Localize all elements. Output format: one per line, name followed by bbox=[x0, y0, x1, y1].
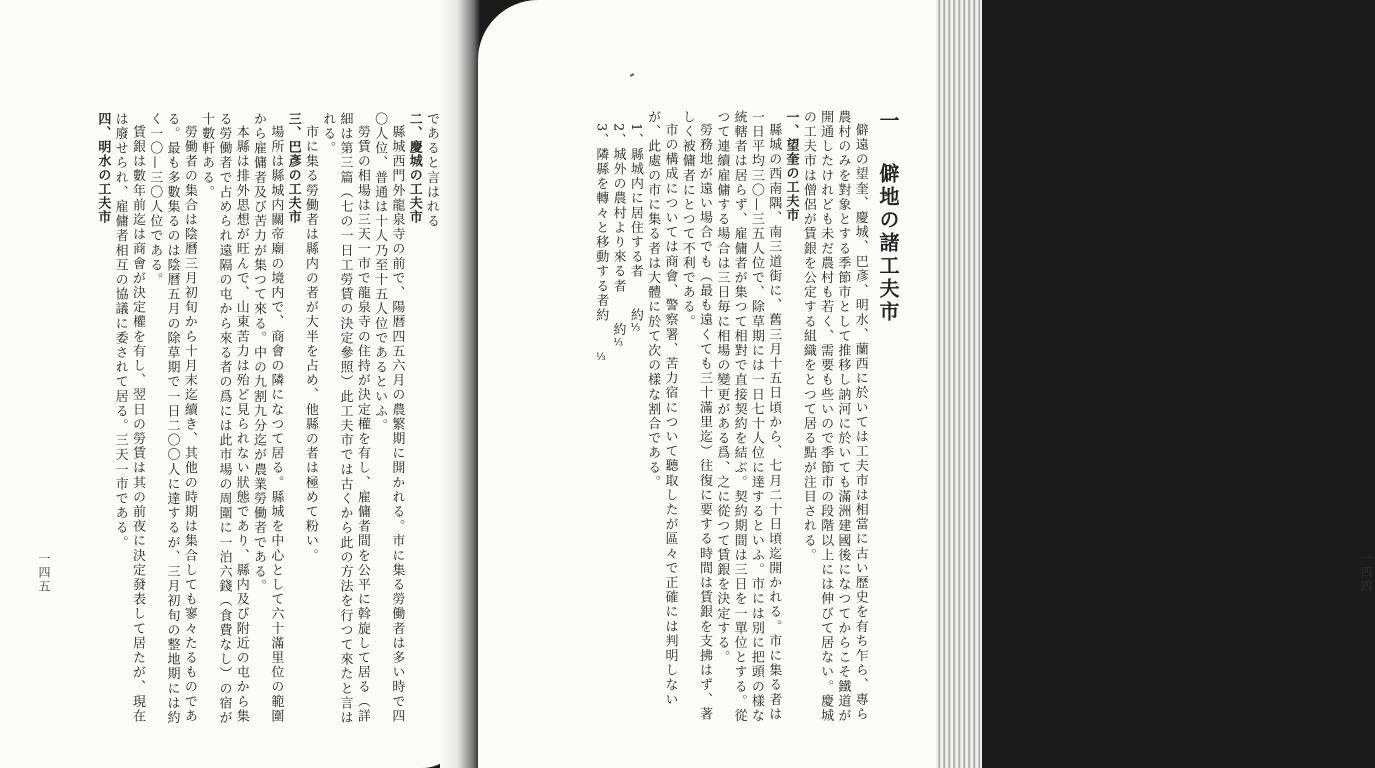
list-item bbox=[609, 110, 626, 730]
right-page bbox=[478, 0, 1373, 768]
paragraph: 縣城西門外龍泉寺の前で、陽暦四五六月の農繁期に開かれる。市に集る勞働者は多い時で四〇人位、普通は十人乃至十五人位であるといふ。 bbox=[372, 112, 405, 724]
paragraph: 場所は縣城内關帝廟の境内で、商會の隣になつて居る。縣城を中心として六十滿里位の範圍から雇傭者及び苦力が集つて來る。中の九割九分迄が農業勞働者である。 bbox=[251, 112, 284, 724]
section-heading: 三、巴彥の工夫市 bbox=[285, 112, 301, 224]
list-item-value: 約 bbox=[627, 308, 643, 323]
right-paragraphs bbox=[644, 110, 869, 730]
book-gutter bbox=[440, 0, 480, 768]
right-page-number: 一四四 bbox=[1359, 552, 1373, 594]
paragraph: であると言はれる bbox=[424, 112, 439, 229]
list-item-label: 2、城外の農村より來る者 bbox=[610, 123, 626, 294]
section-heading: 四、明水の工夫市 bbox=[95, 112, 111, 224]
list-item bbox=[592, 110, 609, 730]
left-page bbox=[0, 0, 462, 768]
print-speck bbox=[630, 73, 634, 77]
paragraph: 勞務地が遠い場合でも（最も遠くても三十滿里迄）往復に要する時間は賃銀を支拂はず、著しく被傭者にとつて不利である。 bbox=[679, 110, 713, 722]
list-item-fraction: ⅓ bbox=[629, 322, 641, 336]
paragraph: 僻遠の望奎、慶城、巴彥、明水、蘭西に於いては工夫市は相當に古い歷史を有ち乍ら、專ら農村のみを對象とする季節市として推移し訥河に於いても滿洲建國後になつてからこそ鐵道が開通したけれども未だ農村も若く、需要も些いので季節市の段階以上には伸びて居ない。慶城の工夫市は僧侶が賃銀を公定する組織をとつて居る點が注目される。 bbox=[800, 110, 868, 724]
chapter-title-text: 僻地の諸工夫市 bbox=[876, 162, 900, 324]
paragraph: 賃銀は數年前迄は商會が決定權を有し、翌日の勞賃は其の前夜に決定發表して居たが、現在は廢せられ、雇傭者相互の協議に委されて居る。三天一市である。 bbox=[112, 112, 145, 724]
section-heading: 一、望奎の工夫市 bbox=[783, 110, 799, 222]
chapter-title bbox=[876, 110, 900, 730]
list-item-fraction: ⅓ bbox=[612, 337, 624, 350]
paragraph: 勞働者の集合は陰曆三月初旬から十月末迄續き、其他の時期は集合しても寥々たるものである。最も多數集るのは陰曆五月の除草期で一日二〇〇人に達するが、三月初旬の整地期には約く一〇—三〇人位である。 bbox=[147, 112, 197, 726]
right-page-body bbox=[592, 110, 900, 730]
paragraph: 縣城の西南隅、南三道街に、舊三月十五日頃から、七月二十日頃迄開かれる。市に集る者は一日平均三〇—三五人位で、除草期には一日七十人位に達するといふ。市には別に把頭の樣な統轄者は居らず、雇傭者が集つて相對で直接契約を結ぶ。契約期間は三日を一單位とする。從つて連續雇傭する場合は三日毎に相場の變更がある爲、之に從つて賃銀を決定する。 bbox=[714, 110, 782, 724]
section-heading: 二、慶城の工夫市 bbox=[406, 112, 422, 224]
left-page-body bbox=[94, 112, 440, 732]
page-edges bbox=[936, 0, 982, 768]
paragraph: 市に集る勞働者は縣内の者が大半を占め、他縣の者は極めて粉い。 bbox=[302, 125, 318, 563]
paragraph: 本縣は排外思想が旺んで、山東苦力は殆ど見られない狀態であり、縣内及び附近の屯から集る勞働者で占められ遠隔の屯から來る者の爲には此市場の周圍に一泊六錢（食費なし）の宿が十數軒ある。 bbox=[199, 112, 249, 726]
list-item-fraction: ⅓ bbox=[595, 351, 607, 365]
left-page-number: 一四五 bbox=[37, 552, 51, 594]
list-item-label: 3、隣縣を轉々と移動する者約 bbox=[593, 123, 609, 323]
list-item bbox=[627, 110, 644, 730]
list-item-label: 1、縣城内に居住する者 bbox=[627, 123, 643, 279]
proportion-list bbox=[592, 110, 644, 730]
paragraph: 市の構成については商會、警察署、苦力宿について聽取したが區々で正確には判明しないが、此處の市に集る者は大體に於て次の樣な割合である。 bbox=[645, 110, 678, 707]
paragraph: 勞賃の相場は三天一市で龍泉寺の住持が決定權を有し、雇傭者間を公平に斡旋して居る（詳細は第三篇（七の一日工勞賃の決定參照）此工夫市では古くから此の方法を行つて來たと言はれる。 bbox=[320, 112, 370, 726]
list-item-value: 約 bbox=[610, 322, 626, 338]
chapter-number: 一 bbox=[876, 110, 900, 133]
